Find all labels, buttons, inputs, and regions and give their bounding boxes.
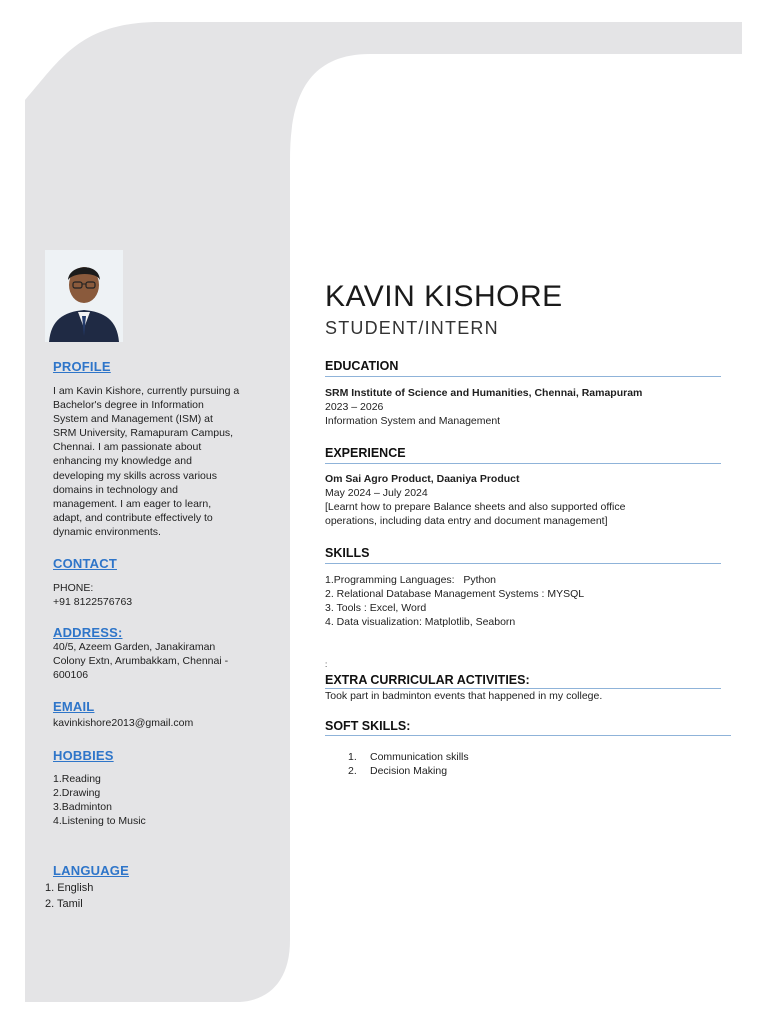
address-heading: ADDRESS: — [53, 625, 123, 640]
list-item: 4.Listening to Music — [53, 815, 146, 828]
education-years: 2023 – 2026 — [325, 401, 384, 413]
list-item: 1. Communication skills — [348, 751, 469, 763]
list-item: 2. Tamil — [45, 897, 83, 910]
profile-text: I am Kavin Kishore, currently pursuing a Bachelor's degree in Information System and Management (ISM) at SRM University, Ramapuram Campus, Chennai. I am passionate about enhancing my knowledge and developing my skills across various domains in technology and management. I am eager to learn, adapt, and contribute effectively to dynamic environments. — [53, 385, 240, 538]
email-heading: EMAIL — [53, 699, 95, 714]
soft-skills-rule — [325, 735, 731, 736]
experience-heading: EXPERIENCE — [325, 446, 406, 460]
institution-name: SRM Institute of Science and Humanities, Chennai, Ramapuram — [325, 387, 643, 399]
profile-heading: PROFILE — [53, 359, 111, 374]
skills-list — [325, 573, 584, 629]
contact-text — [53, 581, 132, 609]
contact-heading: CONTACT — [53, 556, 117, 571]
address-text: 40/5, Azeem Garden, Janakiraman Colony Extn, Arumbakkam, Chennai - 600106 — [53, 641, 229, 682]
list-item: 2. Relational Database Management Systems : MYSQL — [325, 588, 585, 600]
candidate-name: KAVIN KISHORE — [325, 280, 563, 313]
phone-value: +91 8122576763 — [53, 596, 133, 609]
skills-rule — [325, 563, 721, 564]
list-item: 1. English — [45, 882, 94, 894]
list-item: 4. Data visualization: Matplotlib, Seaborn — [325, 616, 516, 628]
language-heading: LANGUAGE — [53, 863, 129, 878]
education-details — [325, 386, 642, 428]
list-item: 2.Drawing — [53, 787, 101, 800]
candidate-role: STUDENT/INTERN — [325, 318, 499, 338]
education-heading: EDUCATION — [325, 359, 399, 373]
extra-text: Took part in badminton events that happened in my college. — [325, 690, 603, 702]
hobbies-list — [53, 772, 146, 828]
experience-period: May 2024 – July 2024 — [325, 487, 428, 499]
experience-rule — [325, 463, 721, 464]
language-list — [45, 881, 93, 912]
list-item: 3.Badminton — [53, 801, 112, 814]
soft-skills-list — [348, 750, 469, 778]
soft-skills-heading: SOFT SKILLS: — [325, 719, 411, 733]
education-program: Information System and Management — [325, 415, 501, 427]
experience-details: Om Sai Agro Product, Daaniya Product May 2024 – July 2024 [Learnt how to prepare Balance sheets and also supported office operations, including data entry and document management] — [325, 473, 626, 527]
extra-heading: EXTRA CURRICULAR ACTIVITIES: — [325, 673, 530, 687]
education-rule — [325, 376, 721, 377]
list-item: 1.Programming Languages: Python — [325, 574, 497, 586]
phone-label: PHONE: — [53, 582, 94, 594]
stray-colon: : — [325, 660, 328, 669]
skills-heading: SKILLS — [325, 546, 370, 560]
hobbies-heading: HOBBIES — [53, 748, 114, 763]
profile-photo — [45, 250, 123, 342]
list-item: 3. Tools : Excel, Word — [325, 602, 427, 614]
email-value: kavinkishore2013@gmail.com — [53, 717, 194, 729]
company-name: Om Sai Agro Product, Daaniya Product — [325, 473, 520, 485]
list-item: 1.Reading — [53, 773, 101, 785]
list-item: 2. Decision Making — [348, 765, 448, 777]
